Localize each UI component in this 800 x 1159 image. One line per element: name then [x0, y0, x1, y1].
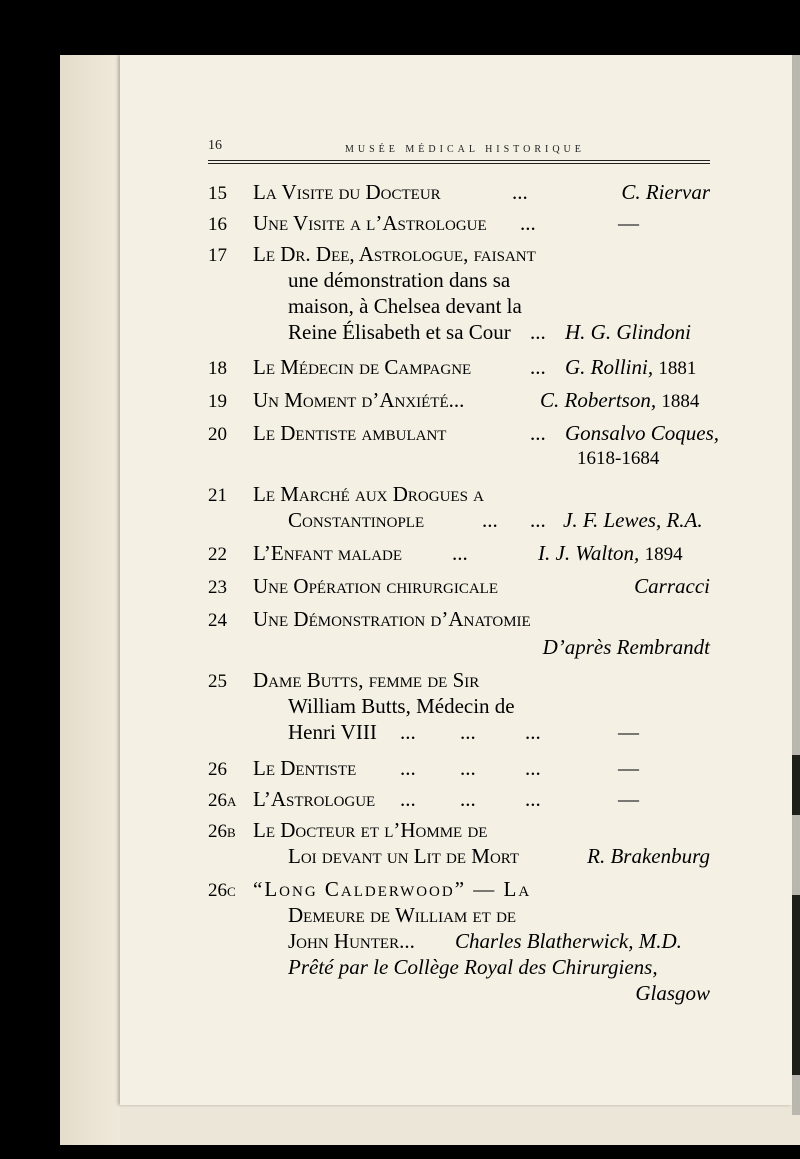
leader-dots: ... — [460, 787, 476, 811]
entry-title-line: Le Docteur et l’Homme de — [253, 818, 488, 842]
leader-dots: ... — [530, 355, 546, 379]
entry-title: L’Enfant malade — [253, 541, 403, 565]
entry-title-line: maison, à Chelsea devant la — [288, 294, 522, 318]
entry-title-line: Dame Butts, femme de Sir — [253, 668, 480, 692]
leader-dots: ... — [400, 720, 416, 744]
header-rule — [208, 160, 710, 161]
entry-number: 15 — [208, 183, 227, 204]
entry-number: 24 — [208, 610, 227, 631]
entry-number: 23 — [208, 577, 227, 598]
entry-number: 21 — [208, 485, 227, 506]
entry-number: 22 — [208, 544, 227, 565]
entry-number: 25 — [208, 671, 227, 692]
entry-number: 26 — [208, 759, 227, 780]
leader-dots: ... — [512, 180, 528, 204]
leader-dots: ... — [530, 508, 546, 532]
leader-dots: ... — [525, 720, 541, 744]
entry-artist: — — [618, 787, 639, 811]
entry-artist: C. Riervar — [621, 180, 710, 204]
entry-title-line: Le Dr. Dee, Astrologue, faisant — [253, 242, 536, 266]
entry-artist: C. Robertson, 1884 — [540, 388, 700, 412]
entry-artist: H. G. Glindoni — [565, 320, 691, 344]
running-title: MUSÉE MÉDICAL HISTORIQUE — [345, 144, 585, 155]
entry-title-line: Le Marché aux Drogues a — [253, 482, 485, 506]
entry-title: La Visite du Docteur — [253, 180, 441, 204]
leader-dots: ... — [400, 756, 416, 780]
entry-artist: G. Rollini, 1881 — [565, 355, 697, 379]
entry-artist: Carracci — [634, 574, 710, 598]
entry-title-line: Loi devant un Lit de Mort — [288, 844, 520, 868]
entry-number: 26c — [208, 880, 236, 901]
entry-number: 20 — [208, 424, 227, 445]
entry-artist: — — [618, 211, 639, 235]
page-number: 16 — [208, 138, 222, 153]
leader-dots: ... — [482, 508, 498, 532]
entry-year: 1884 — [661, 391, 700, 412]
leader-dots: ... — [525, 756, 541, 780]
entry-title: Une Démonstration d’Anatomie — [253, 607, 531, 631]
entry-number: 19 — [208, 391, 227, 412]
leader-dots: ... — [460, 720, 476, 744]
entry-title-line: Demeure de William et de — [288, 903, 517, 927]
binding-shadow — [60, 55, 120, 1145]
entry-title-line: William Butts, Médecin de — [288, 694, 515, 718]
entry-title-line: John Hunter... — [288, 929, 415, 953]
entry-artist: I. J. Walton, 1894 — [538, 541, 683, 565]
entry-artist: R. Brakenburg — [587, 844, 710, 868]
entry-title-line: “Long Calderwood” — La — [253, 877, 532, 901]
entry-title: Une Visite a l’Astrologue — [253, 211, 487, 235]
entry-title-line: Henri VIII — [288, 720, 377, 744]
entry-title: Le Médecin de Campagne — [253, 355, 472, 379]
entry-number: 16 — [208, 214, 227, 235]
entry-title-line: une démonstration dans sa — [288, 268, 511, 292]
entry-number: 26b — [208, 821, 236, 842]
entry-year: 1618-1684 — [577, 448, 660, 469]
loan-note-city: Glasgow — [635, 981, 710, 1005]
entry-number: 17 — [208, 245, 227, 266]
leader-dots: ... — [525, 787, 541, 811]
loan-note: Prêté par le Collège Royal des Chirurgiens, — [288, 955, 658, 979]
entry-title: Le Dentiste — [253, 756, 357, 780]
entry-artist: D’après Rembrandt — [542, 635, 710, 659]
leader-dots: ... — [400, 787, 416, 811]
leader-dots: ... — [530, 421, 546, 445]
leader-dots: ... — [520, 211, 536, 235]
entry-title: Le Dentiste ambulant — [253, 421, 447, 445]
entry-title: Une Opération chirurgicale — [253, 574, 498, 598]
entry-number: 18 — [208, 358, 227, 379]
entry-title-line: Reine Élisabeth et sa Cour — [288, 320, 511, 344]
page-edge — [792, 55, 800, 1115]
entry-number: 26a — [208, 790, 237, 811]
leader-dots: ... — [530, 320, 546, 344]
entry-artist: Charles Blatherwick, M.D. — [455, 929, 682, 953]
entry-artist: Gonsalvo Coques, — [565, 421, 719, 445]
header-rule-2 — [208, 163, 710, 164]
entry-title-line: Constantinople — [288, 508, 425, 532]
leader-dots: ... — [452, 541, 468, 565]
entry-year: 1894 — [644, 544, 683, 565]
entry-title: Un Moment d’Anxiété... — [253, 388, 465, 412]
entry-title: L’Astrologue — [253, 787, 376, 811]
entry-year: 1881 — [658, 358, 697, 379]
entry-artist: — — [618, 720, 639, 744]
entry-artist: J. F. Lewes, R.A. — [563, 508, 703, 532]
leader-dots: ... — [460, 756, 476, 780]
entry-artist: — — [618, 756, 639, 780]
